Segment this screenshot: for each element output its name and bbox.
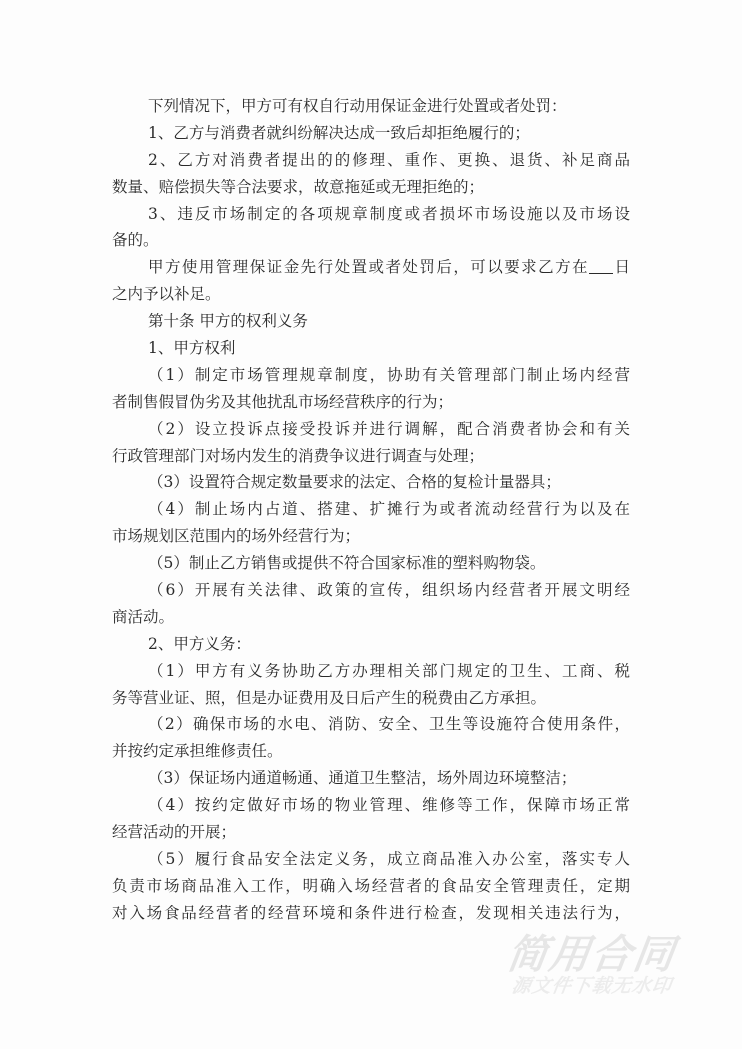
text-line: （5）制止乙方销售或提供不符合国家标准的塑料购物袋。 [148,554,546,573]
text-line: 商活动。 [112,607,175,626]
text-line: （3）保证场内通道畅通、通道卫生整洁，场外周边环境整洁； [148,769,577,788]
text-line: 第十条 甲方的权利义务 [148,312,308,331]
document-body [112,93,630,927]
text-line: 者制售假冒伪劣及其他扰乱市场经营秩序的行为； [112,392,454,411]
text-line: 之内予以补足。 [112,285,221,304]
text-line: 经营活动的开展； [112,823,237,842]
text-line: 对入场食品经营者的经营环境和条件进行检查，发现相关违法行为， [112,903,630,922]
text-line: 行政管理部门对场内发生的消费争议进行调查与处理； [112,446,485,465]
text-line: （4）按约定做好市场的物业管理、维修等工作，保障市场正常 [148,796,630,815]
text-line: （1）甲方有义务协助乙方办理相关部门规定的卫生、工商、税 [148,661,630,680]
text-line: 2、甲方义务： [148,634,251,653]
text-line: 备的。 [112,231,159,250]
line-text: 甲方使用管理保证金先行处置或者处罚后，可以要求乙方在 [148,258,590,277]
text-line: （3）设置符合规定数量要求的法定、合格的复检计量器具； [148,473,561,492]
text-line: 1、乙方与消费者就纠纷解决达成一致后却拒绝履行的； [148,123,530,142]
text-line: （4）制止场内占道、搭建、扩摊行为或者流动经营行为以及在 [148,500,630,519]
text-line: 1、甲方权利 [148,339,236,358]
text-line: 数量、赔偿损失等合法要求，故意拖延或无理拒绝的； [112,177,485,196]
text-line: 2、乙方对消费者提出的的修理、重作、更换、退货、补足商品 [148,150,630,169]
watermark-title: 简用合同 [504,932,679,978]
text-line: （2）确保市场的水电、消防、安全、卫生等设施符合使用条件， [148,715,630,734]
text-line: 3、违反市场制定的各项规章制度或者损坏市场设施以及市场设 [148,204,630,223]
watermark-subtitle: 源文件下载无水印 [510,975,674,997]
fill-in-blank [589,257,613,274]
text-line: （1）制定市场管理规章制度，协助有关管理部门制止场内经营 [148,365,630,384]
text-line [112,254,630,281]
text-line: 负责市场商品准入工作，明确入场经营者的食品安全管理责任，定期 [112,876,630,895]
line-text: 日 [613,258,630,277]
text-line: （2）设立投诉点接受投诉并进行调解，配合消费者协会和有关 [148,419,630,438]
text-line: 下列情况下，甲方可有权自行动用保证金进行处置或者处罚： [148,97,567,115]
text-line: 并按约定承担维修责任。 [112,742,283,761]
text-line: 市场规划区范围内的场外经营行为； [112,527,361,546]
text-line: （6）开展有关法律、政策的宣传，组织场内经营者开展文明经 [148,581,630,600]
text-line: 务等营业证、照，但是办证费用及日后产生的税费由乙方承担。 [112,688,547,707]
text-line: （5）履行食品安全法定义务，成立商品准入办公室，落实专人 [148,849,630,868]
